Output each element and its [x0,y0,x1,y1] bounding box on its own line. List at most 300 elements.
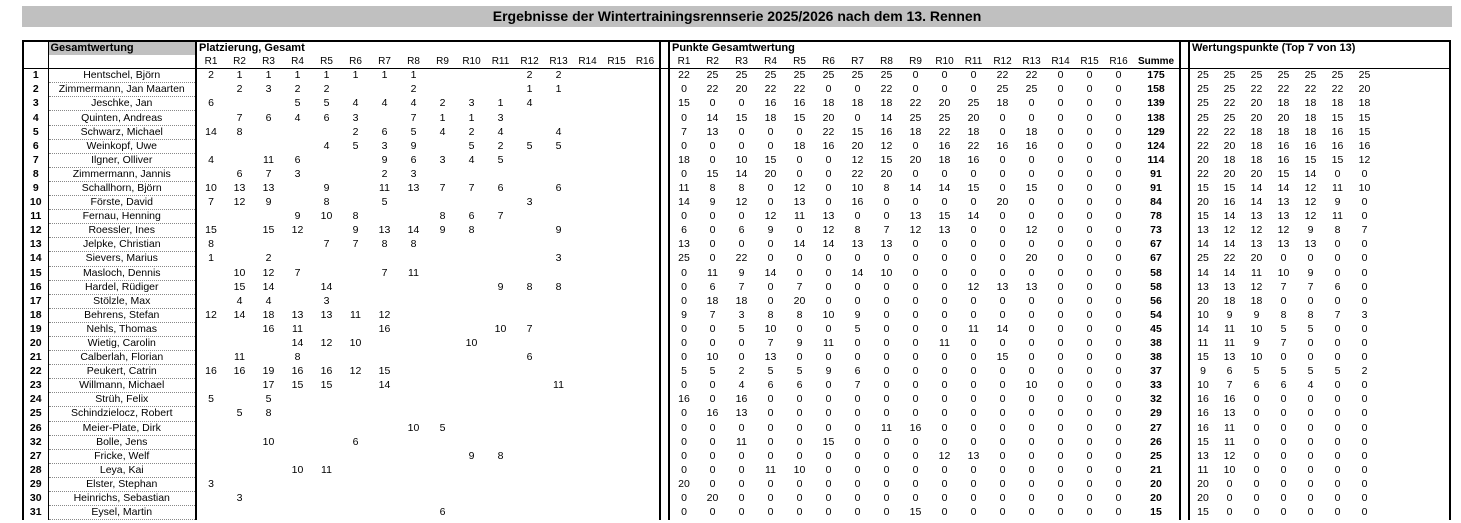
separator [1180,351,1189,365]
top7-cell: 0 [1253,393,1260,406]
place-cell: 5 [352,139,359,152]
table-row [23,153,1450,167]
points-cell: 0 [970,421,977,434]
separator [660,55,669,69]
points-cell: 0 [767,449,774,462]
points-cell: 7 [709,308,716,321]
points-cell: 0 [1086,224,1093,237]
place-cell: 12 [291,224,304,237]
points-cell: 0 [1086,69,1093,82]
points-cell: 18 [1025,125,1038,138]
top7-cell: 0 [1307,435,1314,448]
points-cell: 8 [796,308,803,321]
header-row-races [23,55,1450,69]
place-cell [457,294,486,308]
points-cell: 0 [1086,421,1093,434]
points-cell: 0 [681,139,687,152]
points-cell: 0 [767,294,774,307]
place-cell: 6 [236,167,243,180]
name-cell: Nehls, Thomas [48,322,196,336]
points-cell: 0 [999,492,1006,505]
place-cell [602,266,631,280]
place-cell [196,210,225,224]
points-cell: 0 [796,407,803,420]
points-cell: 0 [825,83,832,96]
points-cell: 10 [822,308,835,321]
separator [1180,167,1189,181]
place-cell [631,463,660,477]
top7-cell: 20 [1197,477,1209,490]
name-cell: Jeschke, Jan [48,97,196,111]
place-cell [602,351,631,365]
points-cell: 0 [796,224,803,237]
separator [660,97,669,111]
separator [1180,55,1189,69]
points-cell: 0 [825,322,832,335]
place-cell: 10 [494,322,507,335]
points-cell: 0 [1057,421,1064,434]
place-cell: 16 [205,365,217,378]
separator [660,492,669,506]
points-cell: 25 [938,111,951,124]
place-cell [486,393,515,407]
race-header: R14 [573,55,602,69]
top7-cell: 7 [1226,379,1233,392]
place-cell: 5 [555,139,562,152]
points-cell: 0 [970,69,977,82]
place-cell [573,294,602,308]
separator [1180,181,1189,195]
place-cell: 8 [555,280,562,293]
top7-cell: 25 [1277,69,1290,82]
place-cell [486,83,515,97]
points-cell: 0 [912,196,919,209]
points-cell: 0 [970,506,977,519]
top7-cell: 0 [1226,492,1233,505]
place-cell: 8 [497,449,504,462]
rank-cell: 22 [23,365,48,379]
points-cell: 0 [941,379,948,392]
top7-cell: 18 [1331,97,1344,110]
points-cell: 0 [738,492,745,505]
points-cell: 25 [735,69,748,82]
table-row [23,365,1450,379]
place-cell [544,167,573,181]
points-cell: 0 [1028,421,1035,434]
points-cell: 15 [793,111,806,124]
separator [660,393,669,407]
place-cell [515,407,544,421]
points-cell: 12 [967,280,980,293]
points-cell: 12 [938,449,951,462]
top7-cell: 16 [1277,139,1290,152]
place-cell [631,167,660,181]
place-cell [341,167,370,181]
place-cell [573,167,602,181]
place-cell: 5 [381,196,388,209]
place-cell: 3 [526,196,533,209]
rank-cell: 12 [23,224,48,238]
top7-header-blank [1378,55,1450,69]
place-cell [602,308,631,322]
place-cell [341,196,370,210]
points-cell: 20 [909,153,922,166]
place-cell [515,238,544,252]
points-cell: 25 [678,252,690,265]
race-header: R3 [727,55,756,69]
top7-cell: 11 [1197,337,1209,350]
place-cell [370,435,399,449]
points-cell: 9 [854,308,861,321]
rank-cell: 8 [23,167,48,181]
top7-cell: 18 [1223,153,1236,166]
points-cell: 0 [1057,167,1064,180]
rank-cell: 26 [23,421,48,435]
place-cell [486,266,515,280]
points-cell: 0 [999,393,1006,406]
points-cell: 0 [1057,125,1064,138]
points-cell: 0 [681,83,687,96]
place-cell [457,365,486,379]
points-cell: 22 [764,83,777,96]
place-cell [515,266,544,280]
points-cell: 0 [796,393,803,406]
points-cell: 0 [1057,210,1064,223]
place-cell [196,111,225,125]
place-cell [399,449,428,463]
place-cell [544,294,573,308]
place-cell: 2 [497,139,504,152]
top7-cell: 13 [1197,280,1209,293]
place-cell [370,252,399,266]
points-cell: 0 [825,407,832,420]
top7-cell: 9 [1334,196,1341,209]
top7-cell: 5 [1307,322,1314,335]
points-cell: 0 [854,463,861,476]
table-row [23,477,1450,491]
points-cell: 9 [767,224,774,237]
points-cell: 0 [825,280,832,293]
points-cell: 0 [941,407,948,420]
place-cell: 13 [262,181,275,194]
name-cell: Masloch, Dennis [48,266,196,280]
points-cell: 0 [1086,337,1093,350]
points-cell: 5 [709,365,716,378]
separator [660,252,669,266]
points-cell: 0 [1028,506,1035,519]
points-cell: 0 [1028,365,1035,378]
place-cell [457,308,486,322]
points-cell: 0 [941,238,948,251]
place-cell: 4 [265,294,272,307]
place-cell [544,153,573,167]
points-cell: 25 [793,69,806,82]
top7-cell: 11 [1251,266,1262,279]
separator [1180,69,1189,83]
top7-cell: 0 [1280,421,1287,434]
points-cell: 0 [1086,322,1093,335]
place-cell [515,210,544,224]
top7-cell: 22 [1304,83,1317,96]
separator [660,351,669,365]
points-cell: 4 [738,379,745,392]
place-cell [399,379,428,393]
top7-cell: 20 [1197,294,1209,307]
points-cell: 5 [738,322,745,335]
points-cell: 0 [883,294,890,307]
place-cell: 9 [410,139,417,152]
points-cell: 16 [793,97,806,110]
points-cell: 16 [967,153,980,166]
points-cell: 0 [1028,111,1035,124]
place-cell [631,69,660,83]
top7-cell: 0 [1280,435,1287,448]
place-cell [573,463,602,477]
top7-cell: 0 [1307,252,1314,265]
points-cell: 0 [883,365,890,378]
place-cell [225,463,254,477]
points-cell: 0 [999,506,1006,519]
points-cell: 12 [851,153,864,166]
place-cell: 15 [378,365,391,378]
points-cell: 0 [681,435,687,448]
place-cell [573,266,602,280]
place-cell: 16 [262,322,275,335]
points-cell: 0 [883,210,890,223]
race-header: R2 [698,55,727,69]
points-cell: 20 [880,167,893,180]
place-cell: 11 [350,308,361,321]
top7-cell: 14 [1250,196,1263,209]
separator [660,83,669,97]
table-row [23,125,1450,139]
place-cell: 4 [497,125,504,138]
separator [660,153,669,167]
points-cell: 0 [767,181,774,194]
place-cell [428,196,457,210]
points-cell: 0 [1115,238,1122,251]
table-row [23,266,1450,280]
place-cell [573,435,602,449]
separator [660,125,669,139]
points-cell: 6 [796,379,803,392]
top7-cell: 20 [1250,111,1263,124]
place-cell: 9 [555,224,562,237]
separator [660,421,669,435]
separator [1180,238,1189,252]
race-header: R13 [544,55,573,69]
place-cell [428,322,457,336]
place-cell [225,252,254,266]
points-cell: 22 [909,97,922,110]
points-cell: 18 [678,153,690,166]
top7-blank-cell [1378,196,1450,210]
rank-cell: 2 [23,83,48,97]
top7-blank-cell [1378,449,1450,463]
race-header: R9 [901,55,930,69]
points-cell: 0 [1115,153,1122,166]
top7-cell: 14 [1197,238,1209,251]
place-cell: 4 [468,153,475,166]
top7-header [1270,55,1297,69]
place-cell [225,210,254,224]
place-cell [544,506,573,520]
place-cell [428,139,457,153]
top7-cell: 0 [1361,506,1368,519]
place-cell: 9 [468,449,475,462]
top7-cell: 20 [1197,153,1209,166]
top7-cell: 15 [1197,181,1209,194]
place-cell [602,167,631,181]
points-cell: 0 [681,210,687,223]
sum-cell: 45 [1150,322,1162,335]
points-cell: 0 [767,139,774,152]
rank-cell: 1 [23,69,48,83]
points-cell: 25 [822,69,835,82]
top7-cell: 0 [1361,351,1368,364]
points-cell: 0 [1057,308,1064,321]
top7-cell: 25 [1197,97,1209,110]
place-cell [573,69,602,83]
points-cell: 0 [854,435,861,448]
top7-cell: 25 [1223,69,1236,82]
place-cell: 1 [555,83,562,96]
place-cell [573,252,602,266]
top7-cell: 0 [1253,449,1260,462]
points-cell: 0 [767,477,774,490]
top7-cell: 15 [1358,125,1371,138]
points-cell: 0 [767,407,774,420]
place-cell: 10 [465,337,478,350]
place-cell [573,111,602,125]
points-cell: 0 [999,167,1006,180]
points-cell: 12 [1025,224,1038,237]
place-cell [283,139,312,153]
top7-cell: 13 [1250,238,1263,251]
place-cell: 1 [323,69,330,82]
place-cell [399,322,428,336]
place-cell [341,252,370,266]
place-cell [515,379,544,393]
top7-cell: 10 [1197,308,1209,321]
points-cell: 12 [793,181,806,194]
sum-cell: 139 [1147,97,1165,110]
points-cell: 0 [767,252,774,265]
table-row [23,196,1450,210]
place-cell: 7 [439,181,446,194]
points-cell: 0 [941,280,948,293]
points-cell: 0 [767,196,774,209]
top7-cell: 14 [1197,266,1209,279]
race-header: R9 [428,55,457,69]
top7-cell: 0 [1280,463,1287,476]
points-cell: 0 [796,252,803,265]
points-cell: 0 [1115,393,1122,406]
separator [660,365,669,379]
rank-cell: 21 [23,351,48,365]
points-cell: 8 [767,308,774,321]
points-cell: 0 [681,266,687,279]
top7-cell: 10 [1358,181,1371,194]
place-cell: 12 [205,308,217,321]
race-header: R1 [196,55,225,69]
race-header: R8 [399,55,428,69]
points-cell: 0 [1115,139,1122,152]
place-cell [370,210,399,224]
points-cell: 0 [709,393,716,406]
separator [660,407,669,421]
top7-cell: 22 [1250,83,1263,96]
place-cell [457,196,486,210]
separator [660,139,669,153]
place-cell [283,435,312,449]
points-cell: 0 [709,252,716,265]
top7-cell: 13 [1223,280,1236,293]
table-row [23,252,1450,266]
points-cell: 0 [738,421,745,434]
points-cell: 16 [851,196,864,209]
points-cell: 0 [681,379,687,392]
points-cell: 0 [1057,492,1064,505]
points-cell: 0 [970,167,977,180]
place-cell [631,153,660,167]
sum-cell: 138 [1147,111,1165,124]
place-cell [283,421,312,435]
points-cell: 0 [883,463,890,476]
points-cell: 6 [854,365,861,378]
points-cell: 0 [796,506,803,519]
name-cell: Willmann, Michael [48,379,196,393]
points-cell: 0 [854,280,861,293]
place-cell [486,196,515,210]
place-cell [370,506,399,520]
points-cell: 22 [793,83,806,96]
place-cell [544,196,573,210]
points-cell: 0 [1057,449,1064,462]
points-cell: 0 [941,477,948,490]
place-cell: 5 [208,393,214,406]
points-cell: 20 [678,477,690,490]
separator [660,111,669,125]
points-cell: 0 [738,351,745,364]
place-cell: 6 [352,435,359,448]
name-cell: Behrens, Stefan [48,308,196,322]
place-cell: 7 [352,238,359,251]
points-cell: 0 [1057,506,1064,519]
table-row [23,280,1450,294]
points-cell: 0 [738,506,745,519]
place-cell [283,492,312,506]
place-cell [631,435,660,449]
points-cell: 0 [1057,393,1064,406]
name-cell: Strüh, Felix [48,393,196,407]
sum-cell: 21 [1150,463,1162,476]
points-cell: 25 [880,69,893,82]
place-cell [631,449,660,463]
points-cell: 0 [1028,167,1035,180]
points-cell: 0 [854,83,861,96]
place-cell [515,111,544,125]
top7-cell: 22 [1197,139,1209,152]
separator [660,280,669,294]
points-cell: 0 [912,280,919,293]
place-cell [544,336,573,350]
points-cell: 10 [735,153,748,166]
points-cell: 16 [735,393,748,406]
points-cell: 0 [709,139,716,152]
top7-cell: 0 [1280,506,1287,519]
points-cell: 13 [764,351,777,364]
